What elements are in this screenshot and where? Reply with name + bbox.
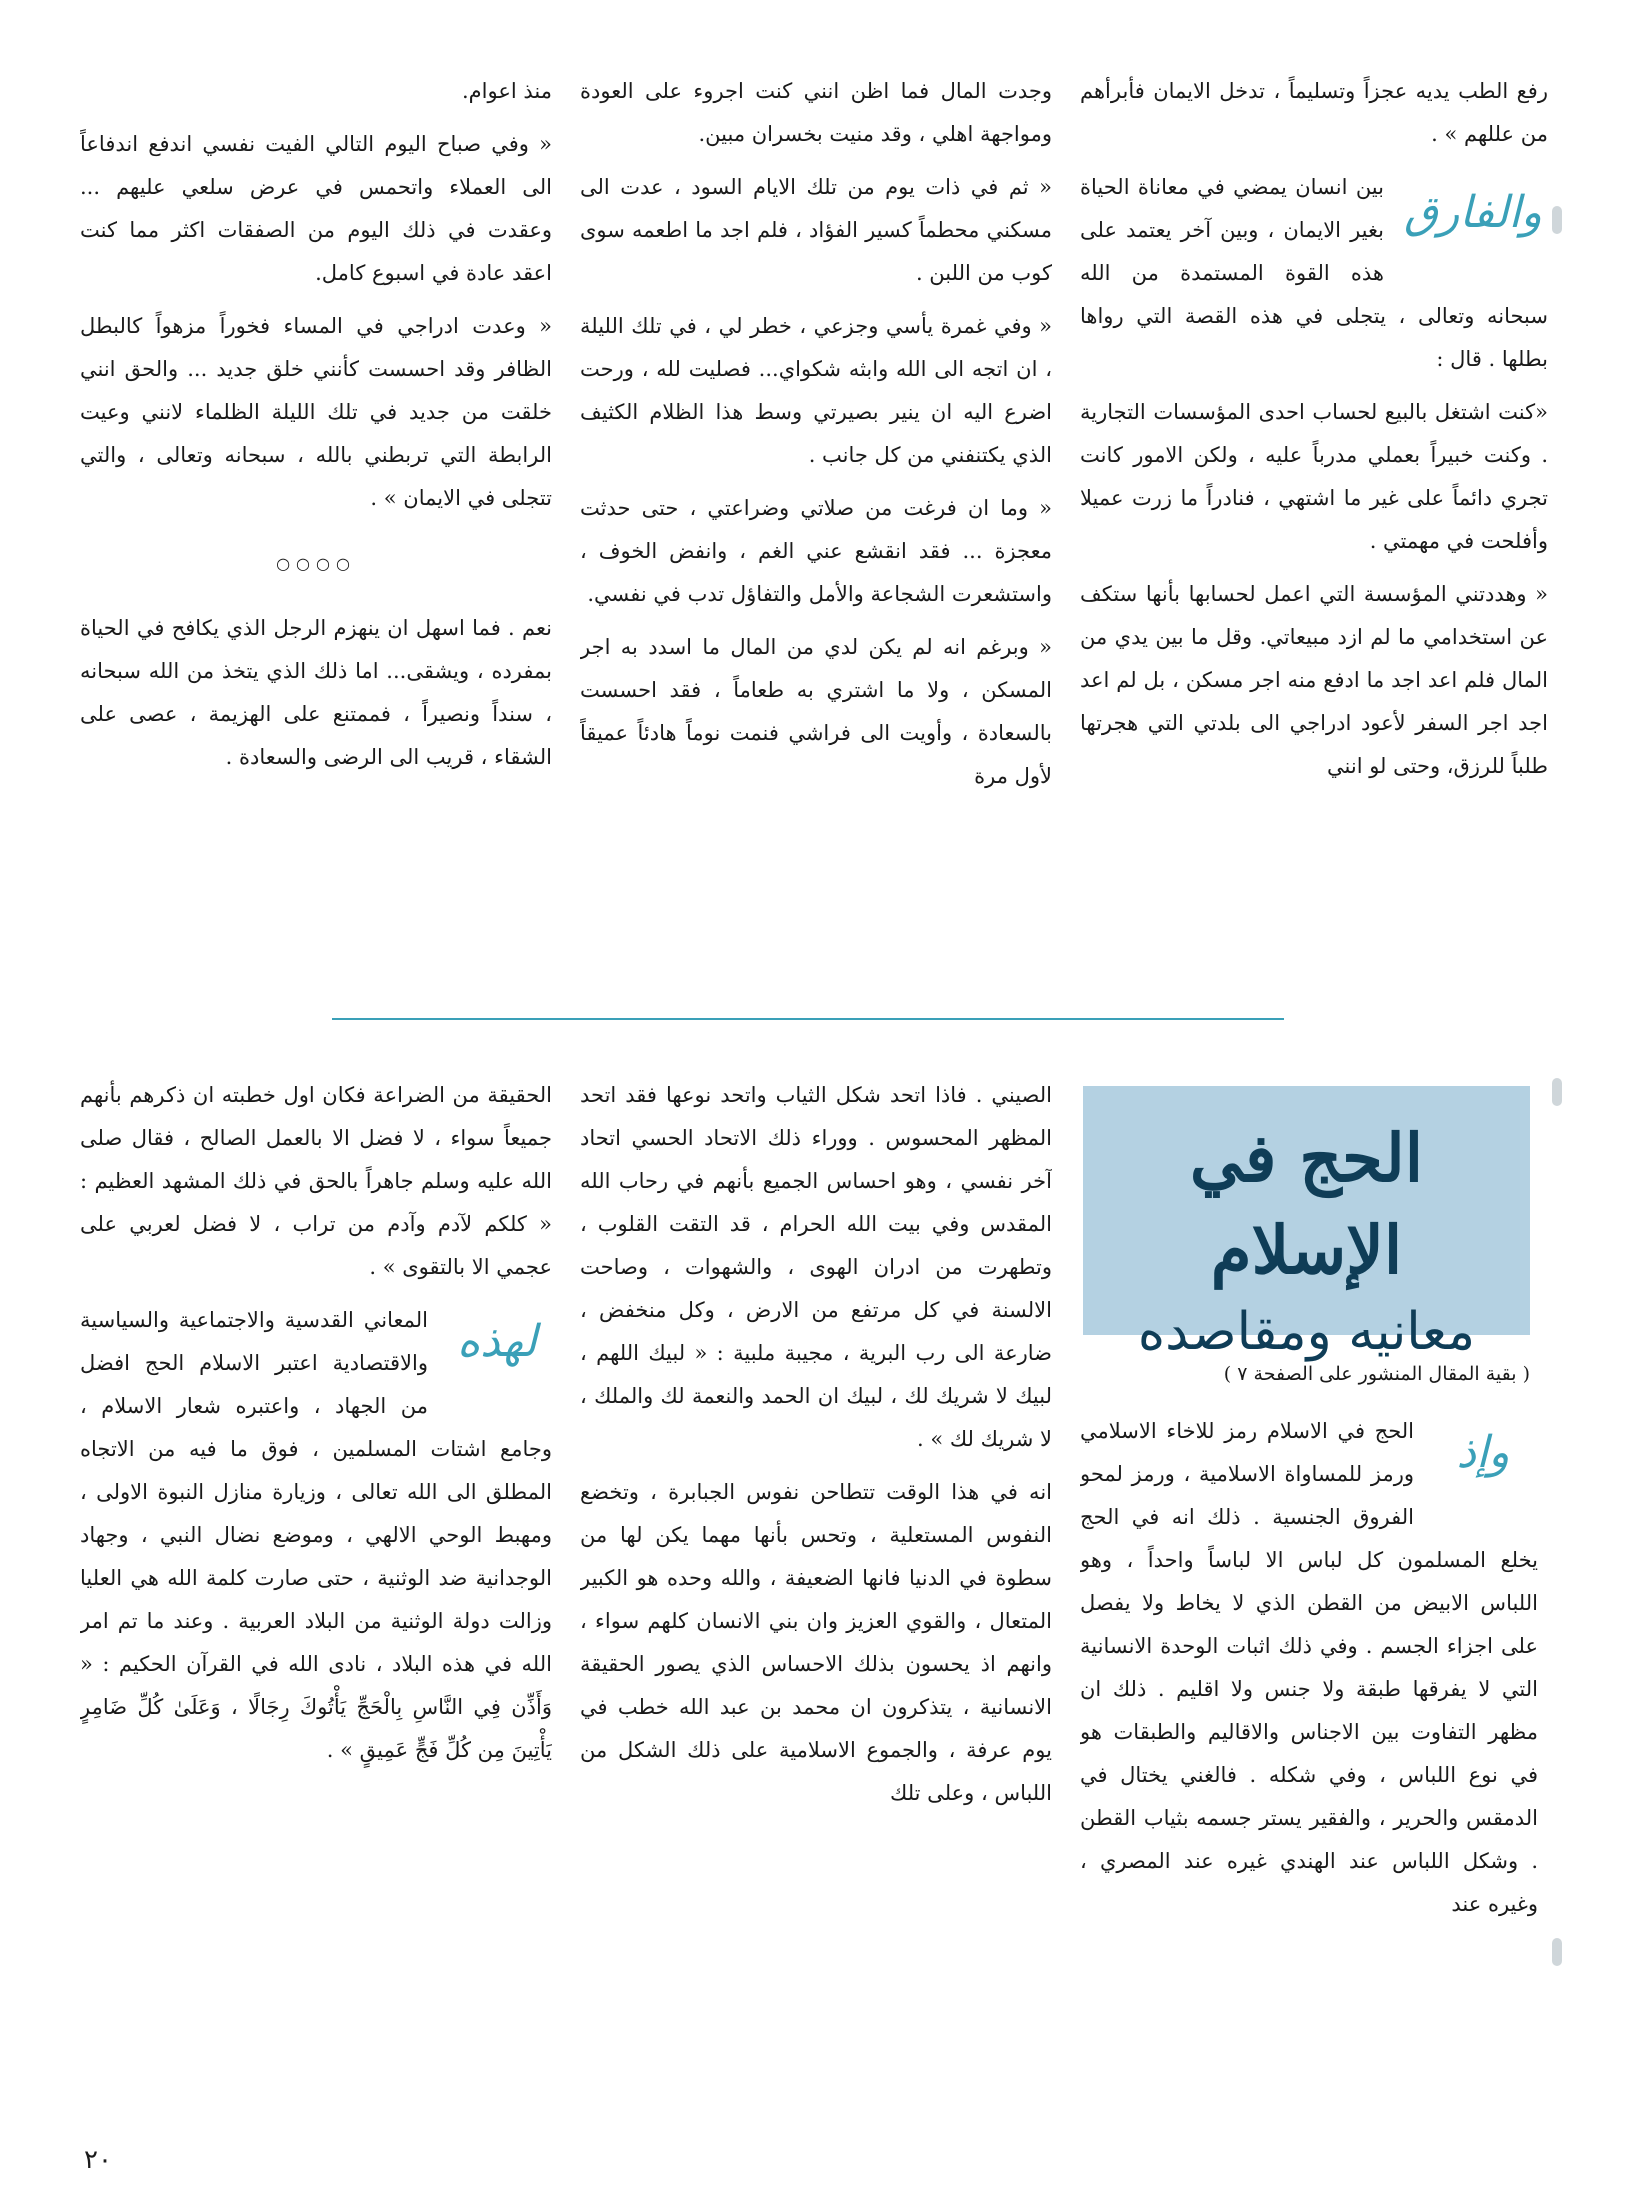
article-title: الحج في الإسلام [1189,1119,1424,1289]
paragraph: وجدت المال فما اظن انني كنت اجروء على العودة ومواجهة اهلي ، وقد منيت بخسران مبين. [580,79,1052,146]
top-right-column [1080,70,1548,1010]
paragraph: رفع الطب يديه عجزاً وتسليماً ، تدخل الايمان فأبرأهم من عللهم » . [1080,79,1548,146]
paragraph: « وفي غمرة يأسي وجزعي ، خطر لي ، في تلك الليلة ، ان اتجه الى الله وابثه شكواي... فصليت لله ، ورحت اضرع اليه ان ينير بصيرتي وسط هذا الظلام الكثيف الذي يكتنفني من كل جانب . [580,314,1052,467]
bottom-left-column [80,1074,552,2114]
top-left-column [80,70,552,1010]
paragraph: « وهددتني المؤسسة التي اعمل لحسابها بأنها ستكف عن استخدامي ما لم ازد مبيعاتي. وقل ما بين يدي من المال فلم اعد اجد ما ادفع منه اجر مسكن ، بل لم اعد اجد اجر السفر لأعود ادراجي الى بلدتي التي هجرتها طلباً للرزق، وحتى لو انني [1080,582,1548,778]
paragraph: بين انسان يمضي في معاناة الحياة بغير الايمان ، وبين آخر يعتمد على هذه القوة المستمدة من الله سبحانه وتعالى ، يتجلى في هذه القصة التي رواها بطلها . قال : [1080,175,1548,371]
continuation-note: ( بقية المقال المنشور على الصفحة ٧ ) [1223,1363,1530,1385]
paragraph: الصيني . فاذا اتحد شكل الثياب واتحد نوعها فقد اتحد المظهر المحسوس . ووراء ذلك الاتحاد الحسي اتحاد آخر نفسي ، وهو احساس الجميع بأنهم في رحاب الله المقدس وفي بيت الله الحرام ، قد التقت القلوب ، وتطهرت من ادران الهوى ، والشهوات ، وصاحت الالسنة في كل مرتفع من الارض ، وكل منخفض ، ضارعة الى رب البرية ، مجيبة ملبية : « لبيك اللهم ، لبيك لا شريك لك ، لبيك ان الحمد والنعمة لك والملك ، لا شريك لك » . [580,1083,1052,1451]
paragraph: انه في هذا الوقت تتطاحن نفوس الجبابرة ، وتخضع النفوس المستعلية ، وتحس بأنها مهما يكن لها من سطوة في الدنيا فانها الضعيفة ، والله وحده هو الكبير المتعال ، والقوي العزيز وان بني الانسان كلهم سواء ، وانهم اذ يحسون بذلك الاحساس الذي يصور الحقيقة الانسانية ، يتذكرون ان محمد بن عبد الله خطب في يوم عرفة ، والجموع الاسلامية على ذلك الشكل من اللباس ، وعلى تلك [580,1480,1052,1805]
paragraph: «كنت اشتغل بالبيع لحساب احدى المؤسسات التجارية . وكنت خبيراً بعملي مدرباً عليه ، ولكن الامور كانت تجري دائماً على غير ما اشتهي ، فنادراً ما زرت عميلا وأفلحت في مهمتي . [1080,400,1548,553]
subheading-lihadhihi: لهذه [457,1316,537,1367]
bottom-middle-column [580,1074,1052,2114]
page-number: ٢٠ [84,2145,112,2175]
section-break-dots: ○○○○ [276,554,356,573]
paragraph: « وما ان فرغت من صلاتي وضراعتي ، حتى حدثت معجزة ... فقد انقشع عني الغم ، وانفض الخوف ، واستشعرت الشجاعة والأمل والتفاؤل تدب في نفسي. [580,496,1052,606]
paragraph: « ثم في ذات يوم من تلك الايام السود ، عدت الى مسكني محطماً كسير الفؤاد ، فلم اجد ما اطعمه سوى كوب من اللبن . [580,175,1052,285]
article-subtitle: معانيه ومقاصده [1137,1302,1476,1362]
binding-mark [1552,1078,1562,1106]
paragraph: « وفي صباح اليوم التالي الفيت نفسي اندفع اندفاعاً الى العملاء واتحمس في عرض سلعي عليهم ... وعقدت في ذلك اليوم من الصفقات اكثر مما كنت اعقد عادة في اسبوع كامل. [80,132,552,285]
subheading-wa-idh: وإذ [1456,1427,1510,1478]
binding-mark [1552,1938,1562,1966]
paragraph: « وعدت ادراجي في المساء فخوراً مزهواً كالبطل الظافر وقد احسست كأنني خلق جديد ... والحق انني خلقت من جديد في تلك الليلة الظلماء لانني وعيت الرابطة التي تربطني بالله ، سبحانه وتعالى ، والتي تتجلى في الايمان » . [80,314,552,510]
binding-mark [1552,206,1562,234]
article-title-banner [1083,1086,1530,1362]
paragraph: الحج في الاسلام رمز للاخاء الاسلامي ورمز للمساواة الاسلامية ، ورمز لمحو الفروق الجنسية . ذلك انه في الحج يخلع المسلمون كل لباس الا لباساً واحداً ، وهو اللباس الابيض من القطن الذي لا يخاط ولا يفصل على اجزاء الجسم . وفي ذلك اثبات الوحدة الانسانية التي لا يفرقها طبقة ولا جنس ولا اقليم . ذلك ان مظهر التفاوت بين الاجناس والاقاليم والطبقات هو في نوع اللباس ، وفي شكله . فالغني يختال في الدمقس والحرير ، والفقير يستر جسمه بثياب القطن . وشكل اللباس عند الهندي غيره عند المصري ، وغيره عند [1080,1419,1538,1916]
top-middle-column [580,70,1052,1010]
paragraph: المعاني القدسية والاجتماعية والسياسية والاقتصادية اعتبر الاسلام الحج افضل من الجهاد ، واعتبره شعار الاسلام ، وجامع اشتات المسلمين ، فوق ما فيه من الاتجاه المطلق الى الله تعالى ، وزيارة منازل النبوة الاولى ، ومهبط الوحي الالهي ، وموضع نضال النبي ، وجهاد الوجدانية ضد الوثنية ، حتى صارت كلمة الله هي العليا وزالت دولة الوثنية من البلاد العربية . وعند ما تم امر الله في هذه البلاد ، نادى الله في القرآن الحكيم : « وَأَذِّن فِي النَّاسِ بِالْحَجِّ يَأْتُوكَ رِجَالًا ، وَعَلَىٰ كُلِّ ضَامِرٍ يَأْتِينَ مِن كُلِّ فَجٍّ عَمِيقٍ » . [80,1308,552,1762]
paragraph: الحقيقة من الضراعة فكان اول خطبته ان ذكرهم بأنهم جميعاً سواء ، لا فضل الا بالعمل الصالح ، فقال صلى الله عليه وسلم جاهراً بالحق في ذلك المشهد العظيم : « كلكم لآدم وآدم من تراب ، لا فضل لعربي على عجمي الا بالتقوى » . [80,1083,552,1279]
paragraph: منذ اعوام. [461,79,552,103]
paragraph: « وبرغم انه لم يكن لدي من المال ما اسدد به اجر المسكن ، ولا ما اشتري به طعاماً ، فقد احسست بالسعادة ، وأويت الى فراشي فنمت نوماً هادئاً عميقاً لأول مرة [580,635,1052,788]
subheading-wal-fariq: والفارق [1404,187,1542,238]
section-divider [332,1018,1284,1020]
paragraph: نعم . فما اسهل ان ينهزم الرجل الذي يكافح في الحياة بمفرده ، ويشقى... اما ذلك الذي يتخذ من الله سبحانه ، سنداً ونصيراً ، فممتنع على الهزيمة ، عصى على الشقاء ، قريب الى الرضى والسعادة . [80,616,552,769]
bottom-right-column [1080,1410,1538,2110]
